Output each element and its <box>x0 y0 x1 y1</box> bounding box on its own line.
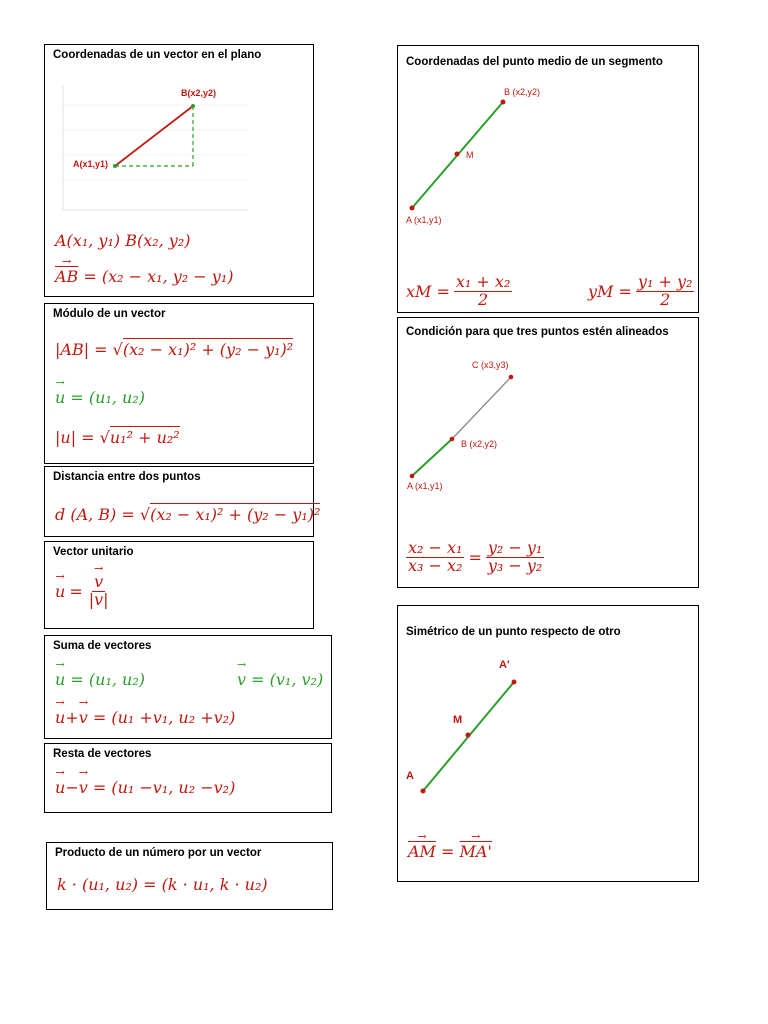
section-title: Suma de vectores <box>53 640 152 652</box>
section-simetrico <box>397 605 699 882</box>
formula-distancia: d (A, B) = √(x₂ − x₁)² + (y₂ − y₁)² <box>55 505 321 524</box>
label-b: B (x2,y2) <box>461 439 498 449</box>
label-c: C (x3,y3) <box>472 360 509 370</box>
section-title: Resta de vectores <box>53 748 152 760</box>
section-puntos-alineados <box>397 317 699 588</box>
formula-alineados: $\frac{\text{x₂ − x₁}}{\text{x₃ − x₂}}$ = $\frac{\text{y₂ − y₁}}{\text{y₃ − y₂}}$ <box>408 538 543 575</box>
vector-ab-line <box>115 106 193 166</box>
section-title: Condición para que tres puntos estén alineados <box>406 326 669 338</box>
formula-ym: yM = $\frac{\text{y₁ + y₂}}{2}$ <box>588 272 693 309</box>
formula-suma: → u+→ v = (u₁ +v₁, u₂ +v₂) <box>55 708 235 727</box>
section-producto-numero <box>46 842 333 910</box>
formula-producto: k · (u₁, u₂) = (k · u₁, k · u₂) <box>57 875 268 894</box>
label-a: A (x1,y1) <box>406 215 442 225</box>
formula-xm: xM = $\frac{\text{x₁ + x₂}}{2}$ <box>406 272 511 309</box>
midpoint-diagram <box>406 86 606 236</box>
section-title: Simétrico de un punto respecto de otro <box>406 626 621 638</box>
label-a: A <box>406 770 414 782</box>
section-title: Producto de un número por un vector <box>55 847 262 859</box>
label-m: M <box>453 714 463 726</box>
label-a-prime: A' <box>499 659 510 671</box>
aligned-points-diagram <box>406 358 606 508</box>
section-title: Módulo de un vector <box>53 308 166 320</box>
formula-modulo-u: |u| = √u₁² + u₂² <box>55 428 180 447</box>
section-title: Vector unitario <box>53 546 134 558</box>
label-m: M <box>466 150 474 160</box>
point-b-label: B(x2,y2) <box>181 88 217 98</box>
section-title: Coordenadas del punto medio de un segmento <box>406 56 663 68</box>
formula-unitario: → u = → $\frac{v}{|v|}$ <box>55 574 111 609</box>
formula-vector-ab <box>55 267 234 286</box>
label-b: B (x2,y2) <box>504 87 541 97</box>
formula-modulo-ab: |AB| = √(x₂ − x₁)² + (y₂ − y₁)² <box>55 340 294 359</box>
section-suma-vectores <box>44 635 332 739</box>
section-modulo-vector <box>44 303 314 464</box>
section-coordenadas-vector <box>44 44 314 297</box>
point-a-label: A(x1,y1) <box>73 159 109 169</box>
formula-u: → u = (u₁, u₂) <box>55 670 145 689</box>
formula-vector-ab-rhs: = (x₂ − x₁, y₂ − y₁) <box>83 267 234 286</box>
formula-points: A(x₁, y₁) B(x₂, y₂) <box>55 231 191 250</box>
section-title: Coordenadas de un vector en el plano <box>53 49 262 61</box>
symmetric-diagram <box>406 656 606 806</box>
section-resta-vectores <box>44 743 332 813</box>
vector-ab: → $\overline{AB}$ <box>55 267 78 286</box>
vector-plane-diagram <box>53 75 253 225</box>
formula-resta: → u−→ v = (u₁ −v₁, u₂ −v₂) <box>55 778 235 797</box>
section-punto-medio <box>397 45 699 313</box>
label-a: A (x1,y1) <box>407 481 443 491</box>
formula-u-components: → u = (u₁, u₂) <box>55 388 145 407</box>
formula-simetrico: → $\overline{AM}$ = → MA' <box>408 842 492 861</box>
section-distancia <box>44 466 321 537</box>
section-vector-unitario <box>44 541 314 629</box>
formula-v: → v = (v₁, v₂) <box>237 670 323 689</box>
section-title: Distancia entre dos puntos <box>53 471 201 483</box>
